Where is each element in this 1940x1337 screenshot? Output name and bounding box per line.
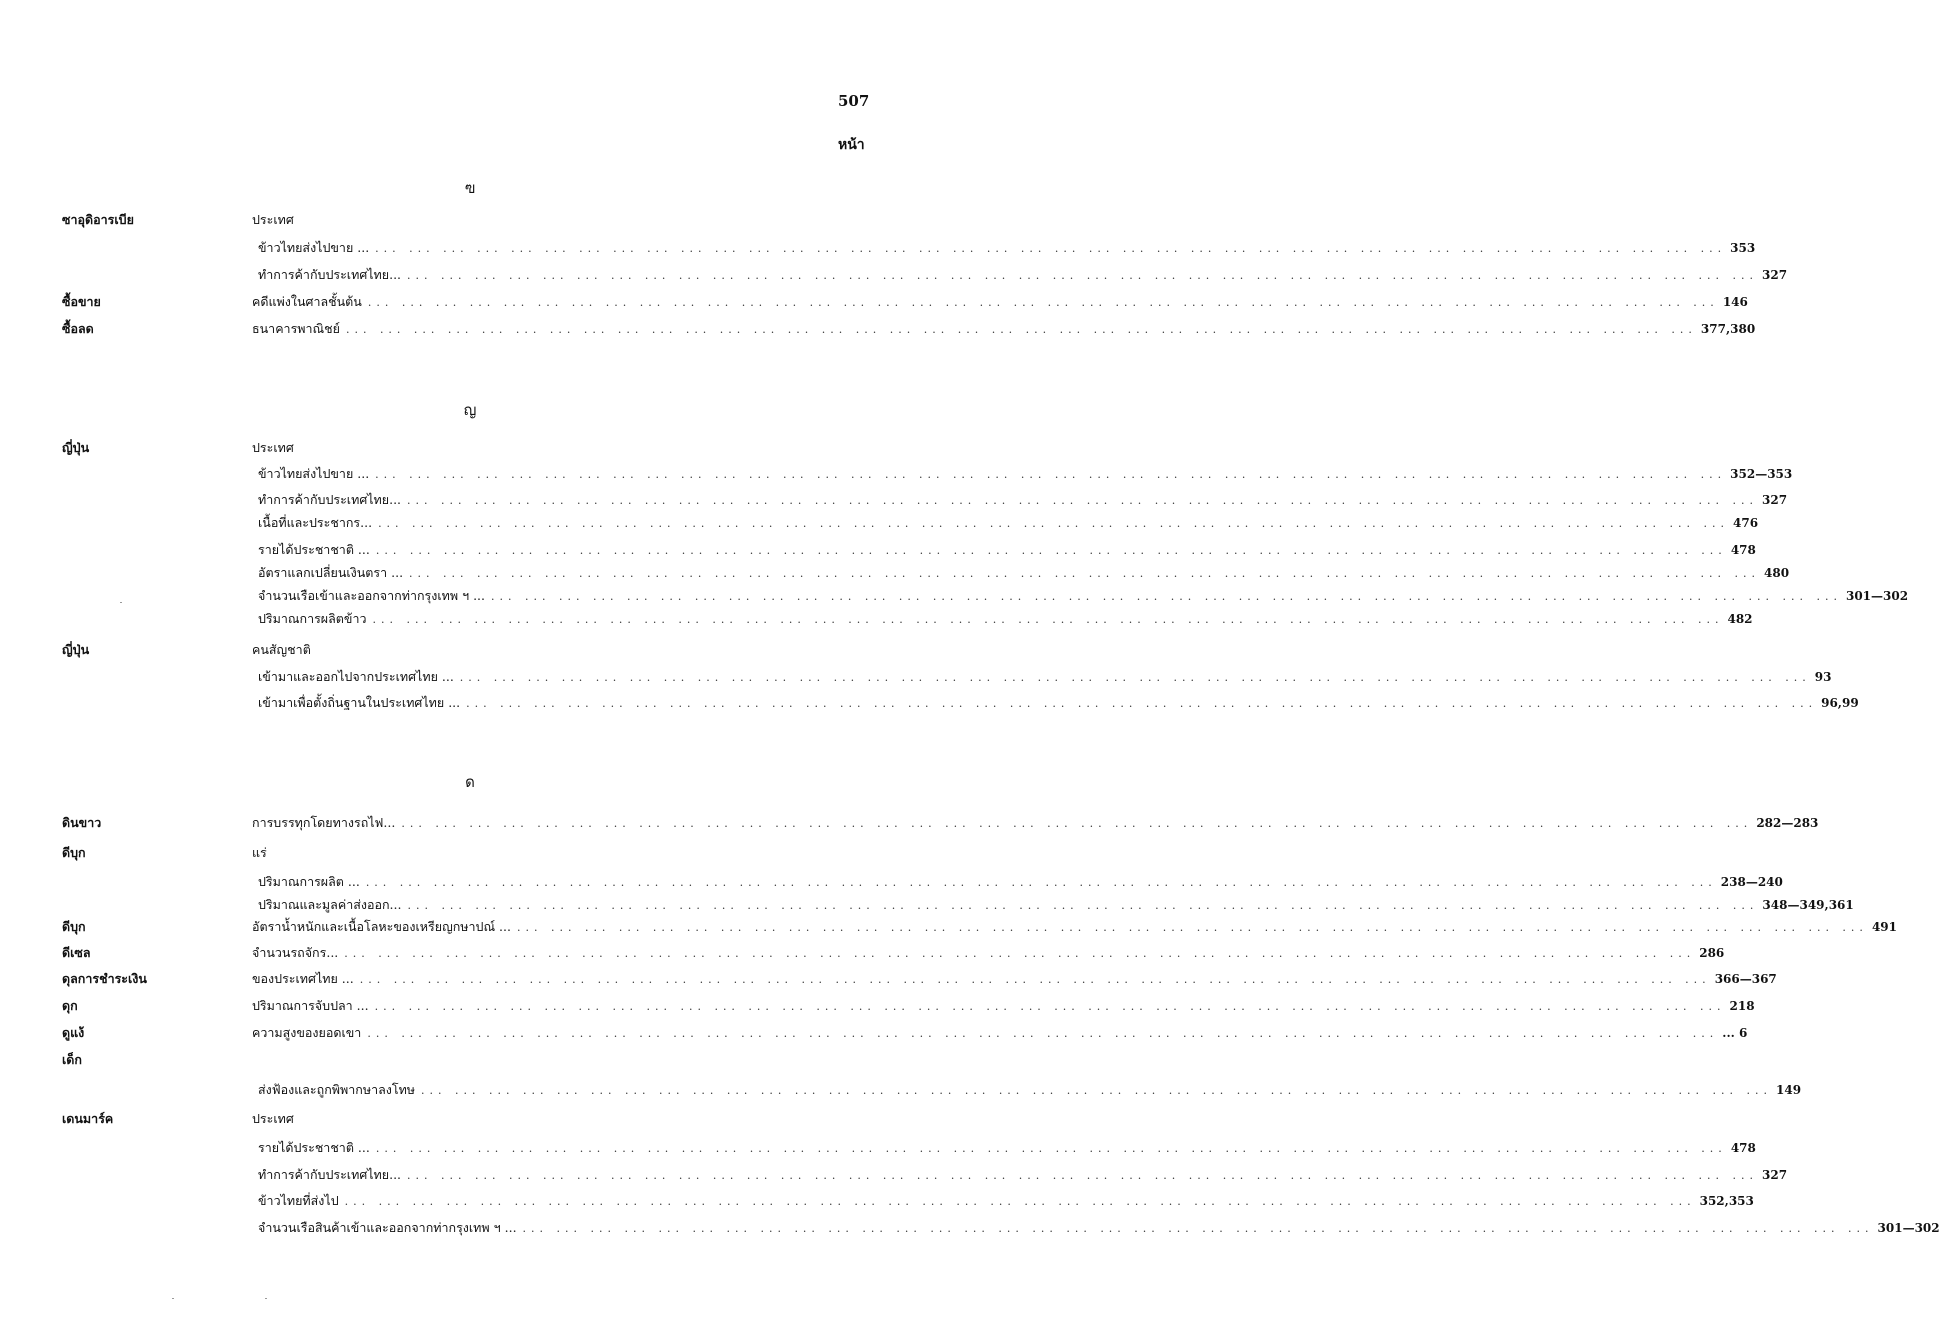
entry-page-ref: 348—349,361 [1762, 898, 1854, 912]
entry-subtopic: ทำการค้ากับประเทศไทย... [258, 492, 402, 507]
entry-term: ซาอุดิอารเบีย [62, 212, 134, 227]
entry-subtopic: ปริมาณการผลิต ... [258, 874, 360, 889]
dot-leader: ... ... ... ... ... ... ... ... ... ... ... ... ... ... ... ... ... ... ... ... ... ... ... ... ... ... ... ... ... ... ... ... ... ... ... ... ... ... ... ... [407, 494, 1758, 507]
entry-page-ref: 491 [1871, 920, 1897, 934]
entry-page-ref: 480 [1764, 566, 1790, 580]
dot-leader: ... ... ... ... ... ... ... ... ... ... ... ... ... ... ... ... ... ... ... ... ... ... ... ... ... ... ... ... ... ... ... ... ... ... ... ... ... ... ... ... [359, 973, 1711, 986]
dot-leader: ... ... ... ... ... ... ... ... ... ... ... ... ... ... ... ... ... ... ... ... ... ... ... ... ... ... ... ... ... ... ... ... ... ... ... ... ... ... ... ... [365, 876, 1717, 889]
index-entry [0, 490, 1788, 510]
index-entry [0, 513, 1759, 533]
dot-leader: ... ... ... ... ... ... ... ... ... ... ... ... ... ... ... ... ... ... ... ... ... ... ... ... ... ... ... ... ... ... ... ... ... ... ... ... ... ... ... ... [345, 323, 1697, 336]
entry-page-ref: 149 [1776, 1083, 1802, 1097]
entry-page-ref: 301—302 [1877, 1221, 1940, 1235]
dot-leader: ... ... ... ... ... ... ... ... ... ... ... ... ... ... ... ... ... ... ... ... ... ... ... ... ... ... ... ... ... ... ... ... ... ... ... ... ... ... ... ... [367, 296, 1719, 309]
scan-speck [172, 1298, 174, 1299]
index-entry [0, 1080, 1802, 1100]
entry-leader-line [258, 895, 1854, 916]
entry-leader-line [258, 540, 1756, 561]
entry-heading: ประเทศ [252, 440, 294, 455]
entry-page-ref: 238—240 [1720, 875, 1783, 889]
entry-leader-line [252, 917, 1897, 938]
entry-subtopic: จำนวนเรือสินค้าเข้าและออกจากท่ากรุงเทพ ฯ ... [258, 1220, 517, 1235]
entry-subtopic: ปริมาณและมูลค่าส่งออก... [258, 897, 402, 912]
entry-leader-line [258, 609, 1753, 630]
index-entry [0, 996, 1755, 1016]
index-entry [0, 667, 1832, 687]
entry-leader-line [258, 667, 1832, 688]
entry-page-ref: 301—302 [1845, 589, 1909, 603]
entry-page-ref: 327 [1762, 493, 1788, 507]
entry-term: ญี่ปุ่น [62, 440, 90, 455]
entry-page-ref: 93 [1814, 670, 1832, 684]
entry-page-ref: 327 [1762, 268, 1788, 282]
index-entry [0, 292, 1748, 312]
entry-leader-line [258, 563, 1790, 584]
entry-leader-line [252, 813, 1819, 834]
entry-leader-line [258, 1191, 1754, 1212]
scan-speck [265, 1298, 267, 1299]
entry-leader-line [258, 265, 1788, 286]
section-letter: ญ [463, 401, 477, 419]
index-entry [0, 1138, 1756, 1158]
index-entry [0, 640, 941, 660]
index-entry [0, 265, 1788, 285]
index-entry [0, 969, 1777, 989]
entry-subtopic: เข้ามาและออกไปจากประเทศไทย ... [258, 669, 454, 684]
entry-term: ซื้อขาย [62, 294, 101, 309]
index-entry [0, 586, 1909, 606]
index-entry [0, 1050, 941, 1070]
dot-leader: ... ... ... ... ... ... ... ... ... ... ... ... ... ... ... ... ... ... ... ... ... ... ... ... ... ... ... ... ... ... ... ... ... ... ... ... ... ... ... ... [409, 567, 1761, 580]
index-entry [0, 895, 1854, 915]
dot-leader: ... ... ... ... ... ... ... ... ... ... ... ... ... ... ... ... ... ... ... ... ... ... ... ... ... ... ... ... ... ... ... ... ... ... ... ... ... ... ... ... [378, 517, 1730, 530]
dot-leader: ... ... ... ... ... ... ... ... ... ... ... ... ... ... ... ... ... ... ... ... ... ... ... ... ... ... ... ... ... ... ... ... ... ... ... ... ... ... ... ... [466, 697, 1818, 710]
entry-page-ref: 352,353 [1699, 1194, 1754, 1208]
entry-subtopic: ทำการค้ากับประเทศไทย... [258, 1167, 402, 1182]
dot-leader: ... ... ... ... ... ... ... ... ... ... ... ... ... ... ... ... ... ... ... ... ... ... ... ... ... ... ... ... ... ... ... ... ... ... ... ... ... ... ... ... [375, 242, 1727, 255]
entry-term: ญี่ปุ่น [62, 642, 90, 657]
entry-leader-line [258, 586, 1909, 607]
entry-heading: ประเทศ [252, 212, 294, 227]
entry-page-ref: 282—283 [1756, 816, 1819, 830]
entry-leader-line [258, 1165, 1788, 1186]
entry-subtopic: ทำการค้ากับประเทศไทย... [258, 267, 402, 282]
entry-term: ซื้อลด [62, 321, 94, 336]
entry-term: ดุลการชำระเงิน [62, 971, 147, 986]
index-entry [0, 238, 1756, 258]
entry-subtopic: การบรรทุกโดยทางรถไฟ... [252, 815, 396, 830]
dot-leader: ... ... ... ... ... ... ... ... ... ... ... ... ... ... ... ... ... ... ... ... ... ... ... ... ... ... ... ... ... ... ... ... ... ... ... ... ... ... ... ... [522, 1222, 1874, 1235]
entry-subtopic: เนื้อที่และประชากร... [258, 515, 373, 530]
index-entry [0, 1165, 1788, 1185]
dot-leader: ... ... ... ... ... ... ... ... ... ... ... ... ... ... ... ... ... ... ... ... ... ... ... ... ... ... ... ... ... ... ... ... ... ... ... ... ... ... ... ... [421, 1084, 1773, 1097]
entry-term: ดินขาว [62, 815, 102, 830]
entry-page-ref: 478 [1730, 543, 1756, 557]
entry-page-ref: 352—353 [1730, 467, 1793, 481]
entry-subtopic: ข้าวไทยส่งไปขาย ... [258, 466, 370, 481]
entry-subtopic: ความสูงของยอดเขา [252, 1025, 362, 1040]
section-letter: ฃ [464, 179, 476, 197]
index-entry [0, 438, 941, 458]
entry-subtopic: ปริมาณการจับปลา ... [252, 998, 369, 1013]
index-entry [0, 563, 1790, 583]
entry-page-ref: 476 [1733, 516, 1759, 530]
entry-page-ref: 96,99 [1821, 696, 1859, 710]
entry-subtopic: อัตราน้ำหนักและเนื้อโลหะของเหรียญกษาปณ์ ... [252, 919, 511, 934]
index-entry [0, 1023, 1748, 1043]
section-letter: ด [465, 773, 475, 791]
index-entry [0, 540, 1756, 560]
index-entry [0, 813, 1819, 833]
index-entry [0, 693, 1859, 713]
entry-leader-line [252, 1023, 1748, 1044]
entry-page-ref: 218 [1729, 999, 1755, 1013]
dot-leader: ... ... ... ... ... ... ... ... ... ... ... ... ... ... ... ... ... ... ... ... ... ... ... ... ... ... ... ... ... ... ... ... ... ... ... ... ... ... ... ... [459, 671, 1811, 684]
page-column-label: หน้า [838, 137, 865, 153]
entry-subtopic: อัตราแลกเปลี่ยนเงินตรา ... [258, 565, 404, 580]
index-entry [0, 943, 1725, 963]
dot-leader: ... ... ... ... ... ... ... ... ... ... ... ... ... ... ... ... ... ... ... ... ... ... ... ... ... ... ... ... ... ... ... ... ... ... ... ... ... ... ... ... [344, 1195, 1696, 1208]
entry-subtopic: จำนวนเรือเข้าและออกจากท่ากรุงเทพ ฯ ... [258, 588, 485, 603]
entry-term: ดุก [62, 998, 78, 1013]
entry-page-ref: 366—367 [1714, 972, 1777, 986]
entry-subtopic: ธนาคารพาณิชย์ [252, 321, 340, 336]
dot-leader: ... ... ... ... ... ... ... ... ... ... ... ... ... ... ... ... ... ... ... ... ... ... ... ... ... ... ... ... ... ... ... ... ... ... ... ... ... ... ... ... [375, 1142, 1727, 1155]
entry-term: ดีเซล [62, 945, 91, 960]
entry-subtopic: ข้าวไทยส่งไปขาย ... [258, 240, 370, 255]
entry-heading: ประเทศ [252, 1111, 294, 1126]
entry-page-ref: ... 6 [1722, 1026, 1748, 1040]
index-entry [0, 917, 1897, 937]
index-entry [0, 319, 1756, 339]
entry-page-ref: 146 [1722, 295, 1748, 309]
entry-subtopic: รายได้ประชาชาติ ... [258, 542, 370, 557]
entry-term: เดนมาร์ค [62, 1111, 114, 1126]
entry-subtopic: ข้าวไทยที่ส่งไป [258, 1193, 339, 1208]
index-entry [0, 1191, 1754, 1211]
index-entry [0, 1109, 941, 1129]
entry-leader-line [258, 513, 1759, 534]
entry-leader-line [258, 1080, 1802, 1101]
index-entry [0, 210, 941, 230]
index-entry [0, 609, 1753, 629]
entry-leader-line [258, 490, 1788, 511]
entry-heading: แร่ [252, 845, 267, 860]
entry-leader-line [258, 1218, 1940, 1239]
entry-subtopic: รายได้ประชาชาติ ... [258, 1140, 370, 1155]
entry-page-ref: 377,380 [1700, 322, 1756, 336]
entry-leader-line [258, 693, 1859, 714]
dot-leader: ... ... ... ... ... ... ... ... ... ... ... ... ... ... ... ... ... ... ... ... ... ... ... ... ... ... ... ... ... ... ... ... ... ... ... ... ... ... ... ... [491, 590, 1842, 603]
dot-leader: ... ... ... ... ... ... ... ... ... ... ... ... ... ... ... ... ... ... ... ... ... ... ... ... ... ... ... ... ... ... ... ... ... ... ... ... ... ... ... ... [375, 544, 1727, 557]
entry-subtopic: คดีแพ่งในศาลชั้นต้น [252, 294, 362, 309]
entry-leader-line [252, 996, 1755, 1017]
index-entry [0, 1218, 1940, 1238]
dot-leader: ... ... ... ... ... ... ... ... ... ... ... ... ... ... ... ... ... ... ... ... ... ... ... ... ... ... ... ... ... ... ... ... ... ... ... ... ... ... ... ... [516, 921, 1868, 934]
entry-subtopic: ปริมาณการผลิตข้าว [258, 611, 367, 626]
entry-leader-line [258, 1138, 1756, 1159]
entry-term: ดีบุก [62, 919, 86, 934]
dot-leader: ... ... ... ... ... ... ... ... ... ... ... ... ... ... ... ... ... ... ... ... ... ... ... ... ... ... ... ... ... ... ... ... ... ... ... ... ... ... ... ... [367, 1027, 1719, 1040]
dot-leader: ... ... ... ... ... ... ... ... ... ... ... ... ... ... ... ... ... ... ... ... ... ... ... ... ... ... ... ... ... ... ... ... ... ... ... ... ... ... ... ... [374, 1000, 1726, 1013]
entry-leader-line [258, 872, 1783, 893]
entry-page-ref: 286 [1699, 946, 1725, 960]
entry-heading: คนสัญชาติ [252, 642, 311, 657]
entry-subtopic: ส่งฟ้องและถูกพิพากษาลงโทษ [258, 1082, 416, 1097]
entry-leader-line [252, 292, 1748, 313]
dot-leader: ... ... ... ... ... ... ... ... ... ... ... ... ... ... ... ... ... ... ... ... ... ... ... ... ... ... ... ... ... ... ... ... ... ... ... ... ... ... ... ... [372, 613, 1724, 626]
entry-leader-line [258, 238, 1756, 259]
dot-leader: ... ... ... ... ... ... ... ... ... ... ... ... ... ... ... ... ... ... ... ... ... ... ... ... ... ... ... ... ... ... ... ... ... ... ... ... ... ... ... ... [375, 468, 1727, 481]
entry-subtopic: เข้ามาเพื่อตั้งถิ่นฐานในประเทศไทย ... [258, 695, 461, 710]
entry-term: เด็ก [62, 1052, 82, 1067]
index-entry [0, 843, 941, 863]
scan-speck [120, 602, 122, 603]
entry-page-ref: 482 [1727, 612, 1753, 626]
entry-page-ref: 353 [1730, 241, 1756, 255]
index-entry [0, 872, 1783, 892]
dot-leader: ... ... ... ... ... ... ... ... ... ... ... ... ... ... ... ... ... ... ... ... ... ... ... ... ... ... ... ... ... ... ... ... ... ... ... ... ... ... ... ... [401, 817, 1753, 830]
entry-leader-line [258, 464, 1793, 485]
entry-term: ดูแง้ [62, 1025, 85, 1040]
dot-leader: ... ... ... ... ... ... ... ... ... ... ... ... ... ... ... ... ... ... ... ... ... ... ... ... ... ... ... ... ... ... ... ... ... ... ... ... ... ... ... ... [407, 269, 1758, 282]
entry-subtopic: จำนวนรถจักร... [252, 945, 339, 960]
entry-page-ref: 327 [1762, 1168, 1788, 1182]
entry-leader-line [252, 319, 1756, 340]
dot-leader: ... ... ... ... ... ... ... ... ... ... ... ... ... ... ... ... ... ... ... ... ... ... ... ... ... ... ... ... ... ... ... ... ... ... ... ... ... ... ... ... [344, 947, 1696, 960]
dot-leader: ... ... ... ... ... ... ... ... ... ... ... ... ... ... ... ... ... ... ... ... ... ... ... ... ... ... ... ... ... ... ... ... ... ... ... ... ... ... ... ... [407, 1169, 1758, 1182]
page-number: 507 [838, 92, 870, 110]
index-entry [0, 464, 1793, 484]
entry-page-ref: 478 [1730, 1141, 1756, 1155]
dot-leader: ... ... ... ... ... ... ... ... ... ... ... ... ... ... ... ... ... ... ... ... ... ... ... ... ... ... ... ... ... ... ... ... ... ... ... ... ... ... ... ... [407, 899, 1759, 912]
entry-term: ดีบุก [62, 845, 86, 860]
entry-leader-line [252, 943, 1725, 964]
entry-leader-line [252, 969, 1777, 990]
entry-subtopic: ของประเทศไทย ... [252, 971, 354, 986]
